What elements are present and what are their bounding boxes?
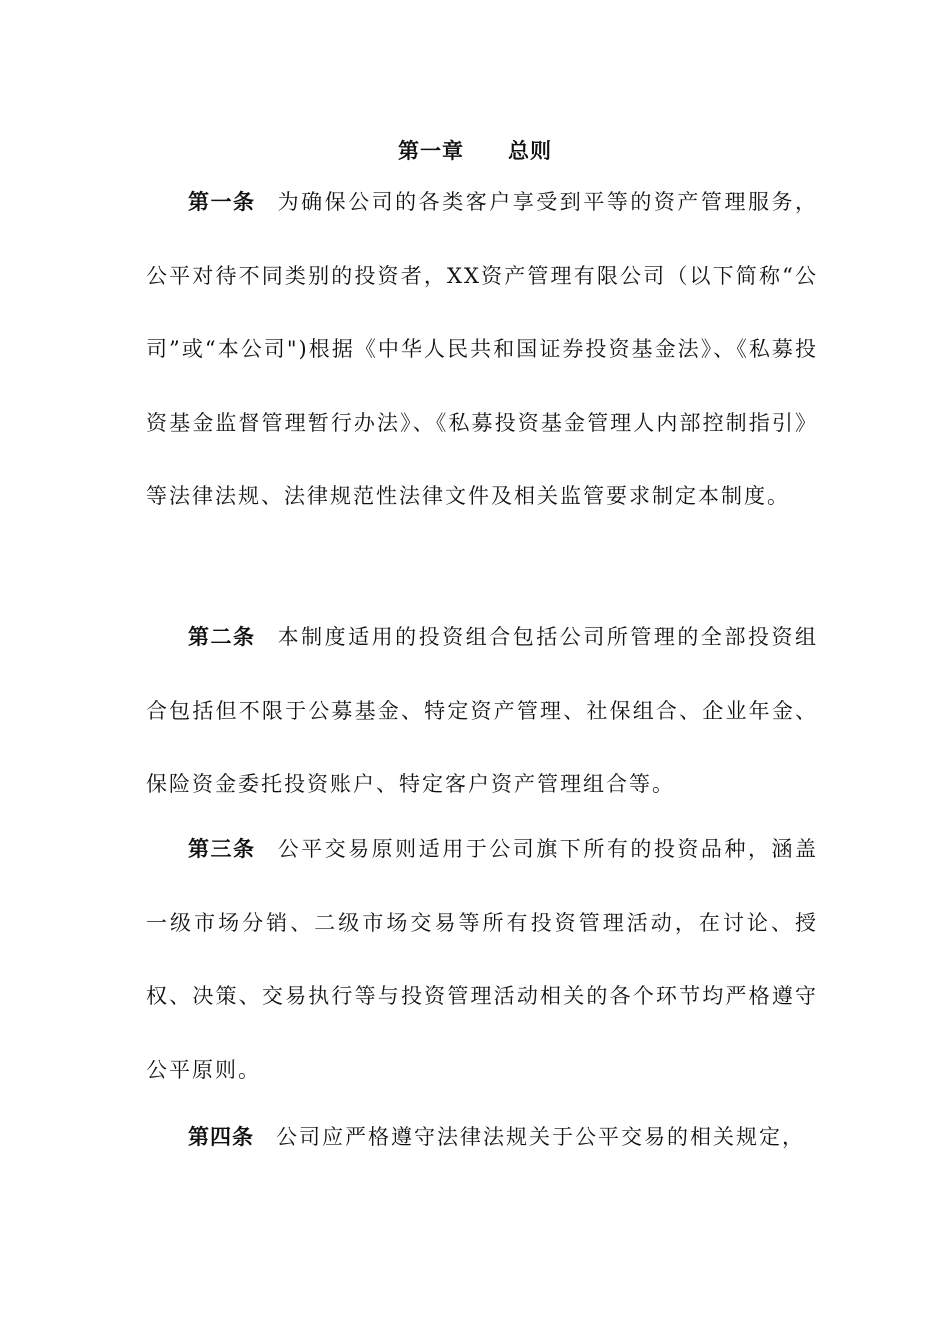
article-label: 第四条 xyxy=(188,1124,254,1149)
article-label: 第二条 xyxy=(188,624,256,649)
article-text: 公平交易原则适用于公司旗下所有的投资品种，涵盖一级市场分销、二级市场交易等所有投资管理活动，在讨论、授权、决策、交易执行等与投资管理活动相关的各个环节均严格遵守公平原则。 xyxy=(146,837,819,1082)
chapter-title: 总则 xyxy=(508,138,552,163)
article-label: 第三条 xyxy=(188,836,256,861)
chapter-heading xyxy=(0,136,950,166)
article-4 xyxy=(146,1100,818,1175)
article-3 xyxy=(146,812,818,1107)
article-text: 为确保公司的各类客户享受到平等的资产管理服务，公平对待不同类别的投资者，XX资产管理有限公司（以下简称“公司”或“本公司")根据《中华人民共和国证券投资基金法》、《私募投资基金监督管理暂行办法》、《私募投资基金管理人内部控制指引》等法律法规、法律规范性法律文件及相关监管要求制定本制度。 xyxy=(146,190,819,508)
article-text: 公司应严格遵守法律法规关于公平交易的相关规定， xyxy=(276,1125,805,1149)
article-text: 本制度适用的投资组合包括公司所管理的全部投资组合包括但不限于公募基金、特定资产管理、社保组合、企业年金、保险资金委托投资账户、特定客户资产管理组合等。 xyxy=(146,625,819,796)
article-1 xyxy=(146,165,818,534)
article-label: 第一条 xyxy=(188,189,256,214)
article-2 xyxy=(146,600,818,822)
chapter-number: 第一章 xyxy=(398,138,464,163)
